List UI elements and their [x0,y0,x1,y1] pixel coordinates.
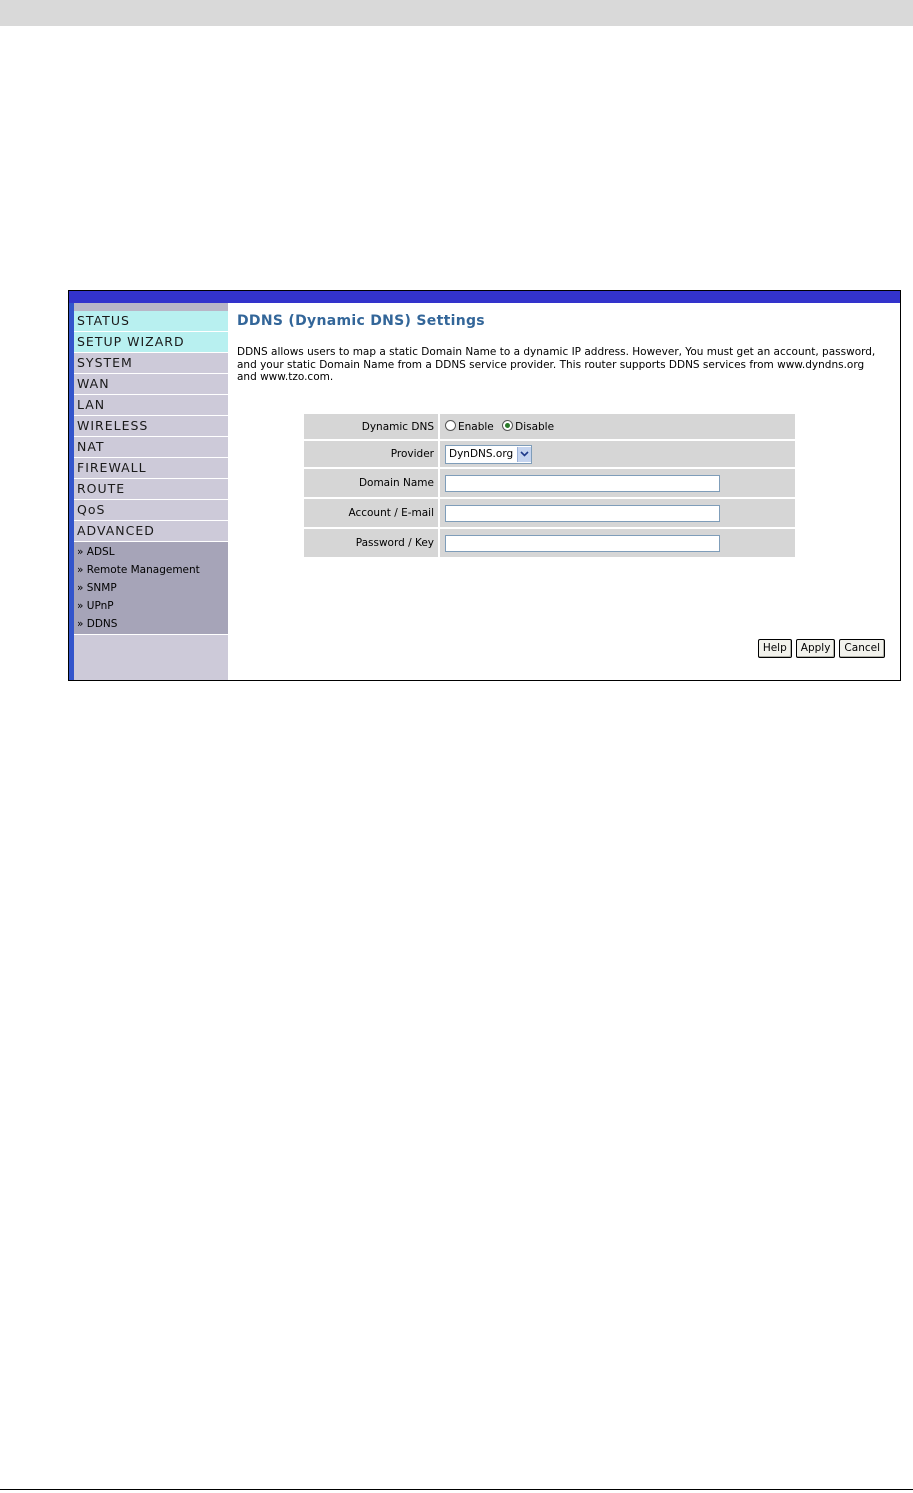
document-header-bar [0,0,913,26]
main-content [228,303,900,680]
apply-button[interactable]: Apply [796,639,836,658]
sidebar [74,303,228,681]
enable-radio-label[interactable]: Enable [458,421,494,433]
form-row-dynamic-dns [304,414,795,440]
form-row-password [304,528,795,558]
submenu-item-upnp[interactable]: » UPnP [77,600,114,612]
sidebar-item-lan[interactable]: LAN [74,395,228,416]
submenu-item-adsl[interactable]: » ADSL [77,546,115,558]
sidebar-item-system[interactable]: SYSTEM [74,353,228,374]
password-label: Password / Key [304,528,439,558]
provider-select-value: DynDNS.org [449,448,514,460]
ddns-settings-form [304,414,795,559]
form-row-domain-name [304,468,795,498]
sidebar-item-status[interactable]: STATUS [74,311,228,332]
submenu-item-ddns[interactable]: » DDNS [77,618,118,630]
disable-radio-label[interactable]: Disable [515,421,555,433]
account-input[interactable] [445,505,720,522]
domain-name-label: Domain Name [304,468,439,498]
sidebar-item-advanced[interactable]: ADVANCED [74,521,228,542]
document-footer-line [0,1489,913,1490]
cancel-button[interactable]: Cancel [839,639,885,658]
sidebar-item-nat[interactable]: NAT [74,437,228,458]
enable-radio[interactable] [445,420,456,431]
domain-name-input[interactable] [445,475,720,492]
provider-select[interactable] [445,445,532,464]
sidebar-item-setup-wizard[interactable]: SETUP WIZARD [74,332,228,353]
dynamic-dns-options [439,414,795,440]
sidebar-item-wireless[interactable]: WIRELESS [74,416,228,437]
advanced-submenu [74,542,228,635]
page-title: DDNS (Dynamic DNS) Settings [237,313,485,329]
account-label: Account / E-mail [304,498,439,528]
chevron-down-icon[interactable] [517,447,531,462]
form-row-account [304,498,795,528]
submenu-item-snmp[interactable]: » SNMP [77,582,117,594]
form-row-provider [304,440,795,468]
sidebar-item-route[interactable]: ROUTE [74,479,228,500]
submenu-item-remote-management[interactable]: » Remote Management [77,564,200,576]
password-input[interactable] [445,535,720,552]
sidebar-item-qos[interactable]: QoS [74,500,228,521]
sidebar-item-wan[interactable]: WAN [74,374,228,395]
provider-label: Provider [304,440,439,468]
router-web-ui [68,290,901,681]
sidebar-top-spacer [74,303,228,311]
dynamic-dns-label: Dynamic DNS [304,414,439,440]
help-button[interactable]: Help [758,639,792,658]
page-description: DDNS allows users to map a static Domain Name to a dynamic IP address. However, You must get an account, password, and your static Domain Name from a DDNS service provider. This router supports DDNS services from www.dyndns.org and www.tzo.com. [237,346,876,383]
action-buttons [758,639,885,658]
disable-radio[interactable] [502,420,513,431]
top-banner-bar [69,291,900,303]
sidebar-item-firewall[interactable]: FIREWALL [74,458,228,479]
